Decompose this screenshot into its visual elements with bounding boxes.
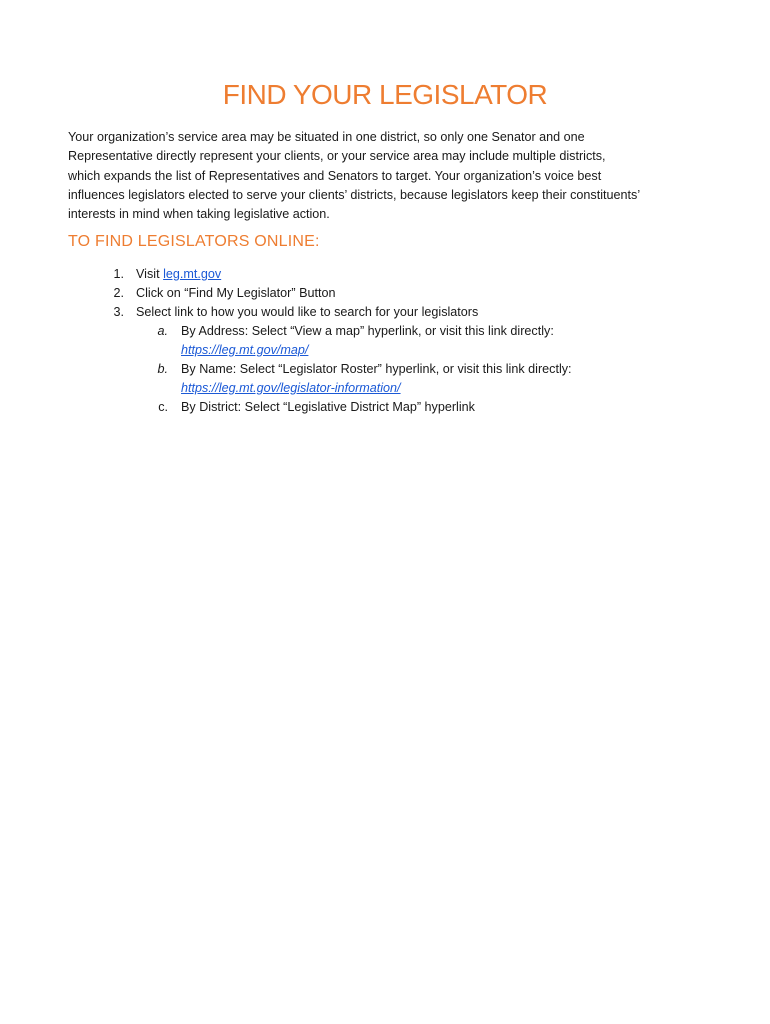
substep-item-a: By Address: Select “View a map” hyperlink, or visit this link directly: — [181, 324, 554, 338]
intro-line: which expands the list of Representatives and Senators to target. Your organization’s voice best — [68, 168, 602, 183]
intro-line: interests in mind when taking legislative action. — [68, 207, 330, 222]
intro-line: Representative directly represent your clients, or your service area may include multiple districts, — [68, 149, 606, 164]
step-item-1 — [136, 265, 221, 283]
step-item-3: Select link to how you would like to search for your legislators — [136, 305, 479, 319]
leg-mt-gov-link[interactable]: leg.mt.gov — [163, 267, 222, 281]
step-text: Visit — [136, 267, 164, 281]
substep-letter: a. — [157, 324, 168, 338]
substep-b-link-row — [181, 379, 401, 397]
substep-letter: c. — [158, 400, 168, 414]
intro-line: influences legislators elected to serve your clients’ districts, because legislators keep their constituents’ — [68, 187, 641, 202]
map-link[interactable]: https://leg.mt.gov/map/ — [181, 343, 309, 357]
step-number: 2. — [113, 286, 124, 300]
step-item-2: Click on “Find My Legislator” Button — [136, 286, 336, 300]
step-number: 1. — [113, 267, 124, 281]
substep-a-link-row — [181, 341, 308, 359]
substep-letter: b. — [157, 362, 168, 376]
substep-item-c: By District: Select “Legislative District Map” hyperlink — [181, 400, 475, 414]
legislator-information-link[interactable]: https://leg.mt.gov/legislator-information/ — [181, 381, 401, 395]
substep-item-b: By Name: Select “Legislator Roster” hyperlink, or visit this link directly: — [181, 362, 572, 376]
page-title: FIND YOUR LEGISLATOR — [222, 79, 548, 110]
step-number: 3. — [113, 305, 124, 319]
section-heading: TO FIND LEGISLATORS ONLINE: — [68, 233, 320, 250]
intro-line: Your organization’s service area may be situated in one district, so only one Senator and one — [68, 130, 585, 144]
